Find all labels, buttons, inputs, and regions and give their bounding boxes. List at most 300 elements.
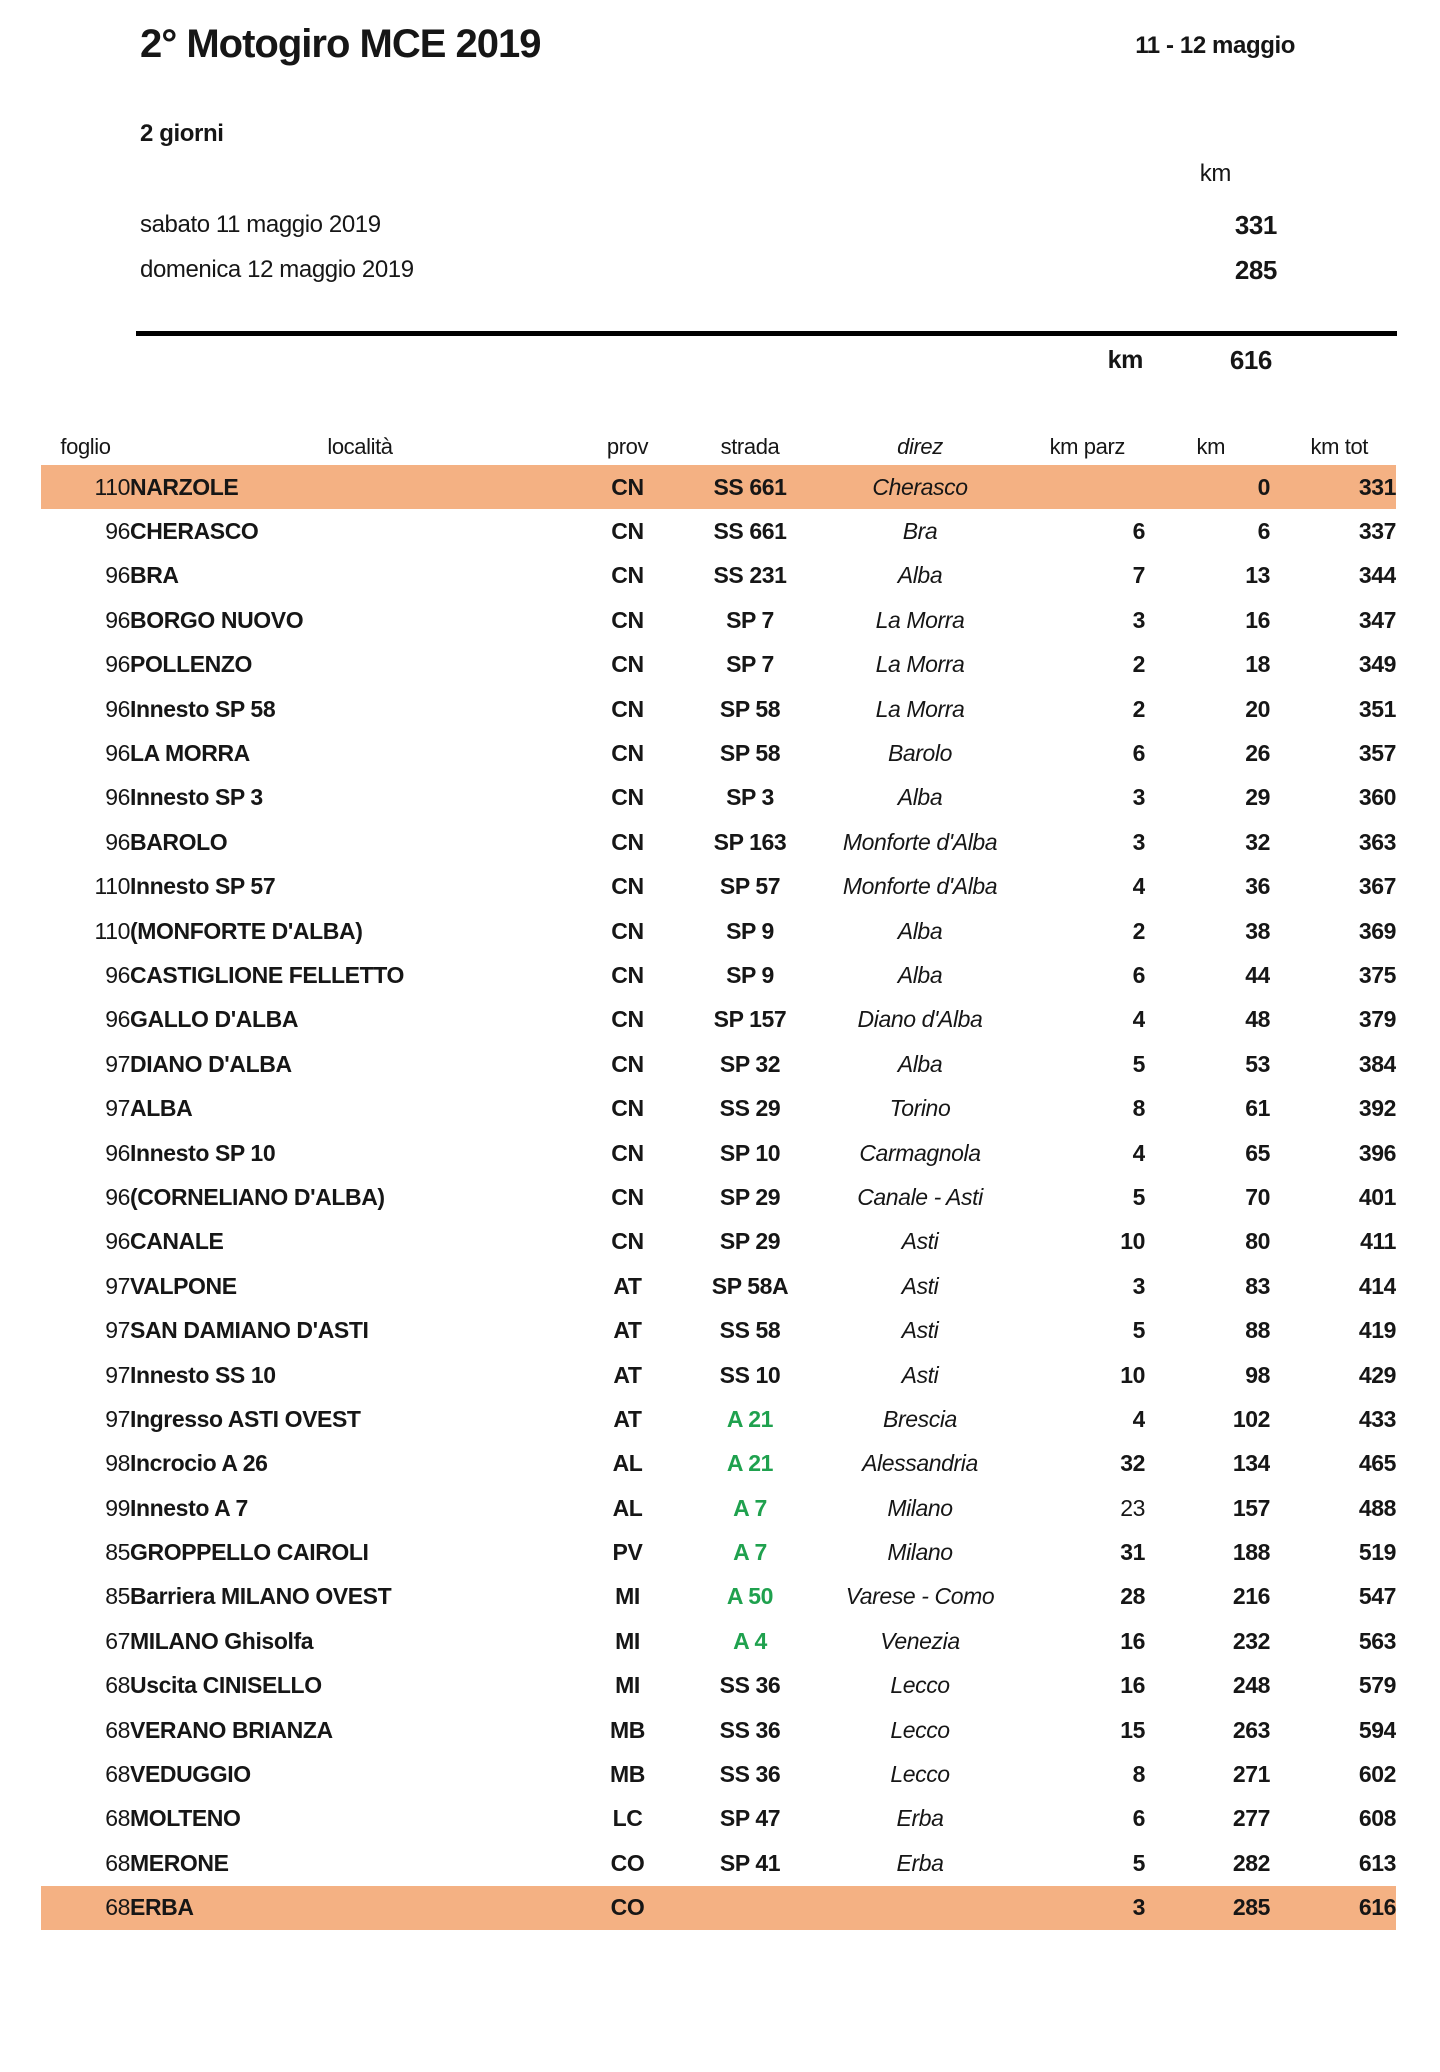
cell-localita: VALPONE: [130, 1272, 237, 1299]
table-row: [41, 687, 1396, 731]
table-row: [41, 1086, 1396, 1130]
table-row: [41, 1708, 1396, 1752]
cell-strada: SS 29: [719, 1095, 781, 1122]
cell-localita: Innesto A 7: [130, 1494, 248, 1521]
cell-strada: SP 58A: [711, 1272, 789, 1299]
table-row: [41, 1397, 1396, 1441]
cell-strada: A 4: [733, 1627, 767, 1654]
cell-km: 36: [1245, 873, 1270, 900]
cell-km-parz: 6: [1132, 740, 1145, 767]
cell-foglio: 97: [105, 1361, 130, 1388]
cell-foglio: 96: [105, 961, 130, 988]
cell-km: 32: [1245, 828, 1270, 855]
cell-km-parz: 8: [1132, 1095, 1145, 1122]
cell-km-tot: 563: [1358, 1627, 1396, 1654]
cell-km: 6: [1257, 518, 1270, 545]
cell-km: 216: [1232, 1583, 1270, 1610]
cell-foglio: 96: [105, 1139, 130, 1166]
day-label: domenica 12 maggio 2019: [140, 256, 414, 283]
cell-strada: SP 157: [713, 1006, 787, 1033]
cell-localita: Innesto SP 10: [130, 1139, 276, 1166]
cell-strada: [665, 1886, 835, 1930]
cell-prov: MB: [610, 1761, 645, 1788]
cell-km-parz: 3: [1132, 606, 1145, 633]
cell-strada: A 21: [726, 1405, 774, 1432]
cell-foglio: 97: [105, 1050, 130, 1077]
cell-direz: Alba: [897, 917, 943, 944]
cell-strada: A 7: [733, 1494, 767, 1521]
cell-strada: SS 661: [713, 518, 787, 545]
cell-prov: MI: [615, 1583, 640, 1610]
page-title: 2° Motogiro MCE 2019: [140, 22, 541, 66]
table-row: [41, 1131, 1396, 1175]
cell-km-tot: 384: [1358, 1050, 1396, 1077]
cell-prov: AT: [613, 1405, 642, 1432]
cell-prov: CN: [611, 1095, 644, 1122]
cell-prov: CO: [610, 1849, 645, 1876]
cell-direz: Canale - Asti: [857, 1183, 983, 1210]
cell-km-tot: 433: [1358, 1405, 1396, 1432]
cell-direz: Alba: [897, 784, 943, 811]
cell-strada: SP 10: [719, 1139, 781, 1166]
cell-km-parz: 10: [1120, 1228, 1145, 1255]
cell-localita: Ingresso ASTI OVEST: [130, 1405, 361, 1432]
cell-km-parz: 2: [1132, 651, 1145, 678]
cell-km-tot: 351: [1358, 695, 1396, 722]
cell-strada: SP 7: [726, 606, 774, 633]
cell-km-parz: 16: [1120, 1627, 1145, 1654]
event-date-range: 11 - 12 maggio: [1135, 32, 1295, 59]
cell-km-parz: 3: [1132, 1272, 1145, 1299]
cell-km-tot: 369: [1358, 917, 1396, 944]
cell-direz: Monforte d'Alba: [842, 828, 998, 855]
cell-km-parz: 4: [1132, 1405, 1145, 1432]
cell-km-tot: 337: [1358, 518, 1396, 545]
cell-localita: Innesto SP 3: [130, 784, 263, 811]
cell-km: 18: [1245, 651, 1270, 678]
cell-km: 0: [1145, 465, 1270, 509]
cell-km-parz: 7: [1132, 562, 1145, 589]
cell-localita: BORGO NUOVO: [130, 606, 304, 633]
cell-foglio: 99: [105, 1494, 130, 1521]
cell-prov: CN: [611, 1139, 644, 1166]
cell-km: 277: [1232, 1805, 1270, 1832]
cell-strada: SS 231: [713, 562, 787, 589]
day-km-value: 285: [1234, 255, 1277, 285]
cell-prov: AL: [612, 1450, 643, 1477]
table-body: [41, 465, 1396, 1930]
cell-strada: SP 58: [719, 695, 781, 722]
cell-prov: CN: [611, 961, 644, 988]
cell-foglio: 97: [105, 1405, 130, 1432]
cell-prov: AL: [612, 1494, 643, 1521]
cell-foglio: 96: [105, 651, 130, 678]
cell-strada: A 7: [733, 1539, 767, 1566]
table-row: [41, 1175, 1396, 1219]
cell-localita: Innesto SS 10: [130, 1361, 276, 1388]
cell-prov: CN: [611, 606, 644, 633]
column-header-km: km: [1196, 433, 1225, 459]
cell-localita: CHERASCO: [130, 518, 259, 545]
cell-km-tot: 465: [1358, 1450, 1396, 1477]
table-row: [41, 1886, 1396, 1930]
day-summary-row: [140, 255, 1277, 285]
cell-direz: Erba: [896, 1849, 944, 1876]
cell-km-tot: 429: [1358, 1361, 1396, 1388]
total-km-value: 616: [1229, 345, 1272, 375]
cell-direz: La Morra: [875, 606, 965, 633]
cell-km-tot: 347: [1358, 606, 1396, 633]
cell-foglio: 68: [41, 1886, 130, 1930]
table-row: [41, 465, 1396, 509]
table-row: [41, 1664, 1396, 1708]
table-row: [41, 1486, 1396, 1530]
cell-km-tot: 396: [1358, 1139, 1396, 1166]
cell-prov: CN: [611, 740, 644, 767]
column-header-prov: prov: [606, 433, 649, 459]
cell-km: 44: [1245, 961, 1270, 988]
cell-direz: Torino: [889, 1095, 951, 1122]
cell-km-tot: 360: [1358, 784, 1396, 811]
cell-foglio: 98: [105, 1450, 130, 1477]
cell-km-tot: 613: [1358, 1849, 1396, 1876]
cell-km-tot: 344: [1358, 562, 1396, 589]
cell-km-parz: 6: [1132, 961, 1145, 988]
table-row: [41, 598, 1396, 642]
table-row: [41, 1797, 1396, 1841]
cell-localita: NARZOLE: [130, 465, 590, 509]
cell-km: 61: [1245, 1095, 1270, 1122]
table-row: [41, 1308, 1396, 1352]
cell-km: 53: [1245, 1050, 1270, 1077]
table-row: [41, 1264, 1396, 1308]
cell-prov: CN: [611, 695, 644, 722]
cell-prov: MI: [615, 1627, 640, 1654]
cell-foglio: 96: [105, 828, 130, 855]
cell-direz: Milano: [887, 1539, 953, 1566]
cell-foglio: 68: [105, 1672, 130, 1699]
table-row: [41, 953, 1396, 997]
day-km-value: 331: [1234, 210, 1277, 240]
cell-km-tot: 392: [1358, 1095, 1396, 1122]
cell-km-tot: 411: [1360, 1228, 1396, 1255]
cell-strada: SP 47: [719, 1805, 781, 1832]
cell-km: 88: [1245, 1317, 1270, 1344]
cell-km-tot: 519: [1358, 1539, 1396, 1566]
table-row: [41, 1575, 1396, 1619]
cell-prov: CO: [590, 1886, 665, 1930]
divider-line: [136, 331, 1397, 336]
cell-prov: MB: [610, 1716, 645, 1743]
cell-km: 16: [1245, 606, 1270, 633]
header-row: [41, 428, 1396, 465]
cell-prov: CN: [611, 1228, 644, 1255]
cell-km-parz: 31: [1120, 1539, 1145, 1566]
cell-foglio: 110: [41, 465, 130, 509]
cell-direz: La Morra: [875, 651, 965, 678]
cell-prov: CN: [611, 784, 644, 811]
table-row: [41, 1619, 1396, 1663]
table-row: [41, 865, 1396, 909]
cell-strada: SP 29: [719, 1228, 781, 1255]
cell-direz: Monforte d'Alba: [842, 873, 998, 900]
cell-prov: CN: [611, 917, 644, 944]
cell-km: 285: [1145, 1886, 1270, 1930]
cell-prov: AT: [613, 1317, 642, 1344]
cell-km: 83: [1245, 1272, 1270, 1299]
cell-strada: SP 41: [719, 1849, 781, 1876]
cell-localita: SAN DAMIANO D'ASTI: [130, 1317, 369, 1344]
cell-km-tot: 547: [1358, 1583, 1396, 1610]
table-row: [41, 776, 1396, 820]
cell-foglio: 110: [94, 873, 130, 900]
total-km-label: km: [1107, 346, 1143, 374]
cell-localita: ERBA: [130, 1886, 590, 1930]
cell-direz: Asti: [901, 1361, 939, 1388]
cell-strada: A 21: [726, 1450, 774, 1477]
table-row: [41, 509, 1396, 553]
cell-km-tot: 602: [1358, 1761, 1396, 1788]
cell-foglio: 85: [105, 1583, 130, 1610]
cell-km-parz: 3: [1132, 828, 1145, 855]
cell-foglio: 96: [105, 1006, 130, 1033]
cell-foglio: 96: [105, 518, 130, 545]
cell-foglio: 97: [105, 1095, 130, 1122]
cell-strada: SP 7: [726, 651, 774, 678]
cell-km-parz: 2: [1132, 917, 1145, 944]
cell-km: 271: [1232, 1761, 1270, 1788]
cell-km-tot: 594: [1358, 1716, 1396, 1743]
cell-direz: Cherasco: [835, 465, 1005, 509]
table-row: [41, 1841, 1396, 1885]
cell-foglio: 96: [105, 606, 130, 633]
cell-direz: [835, 1886, 1005, 1930]
cell-prov: CN: [611, 651, 644, 678]
cell-km-tot: 608: [1358, 1805, 1396, 1832]
cell-localita: MILANO Ghisolfa: [130, 1627, 314, 1654]
cell-km-parz: 8: [1132, 1761, 1145, 1788]
cell-km-tot: 401: [1358, 1183, 1396, 1210]
cell-direz: Diano d'Alba: [857, 1006, 983, 1033]
cell-foglio: 68: [105, 1716, 130, 1743]
cell-strada: SP 163: [713, 828, 787, 855]
cell-km: 248: [1232, 1672, 1270, 1699]
cell-strada: SP 3: [726, 784, 774, 811]
table-row: [41, 731, 1396, 775]
cell-km-tot: 414: [1358, 1272, 1396, 1299]
cell-direz: Erba: [896, 1805, 944, 1832]
column-header-foglio: foglio: [60, 433, 111, 459]
cell-localita: Uscita CINISELLO: [130, 1672, 322, 1699]
cell-km-parz: 5: [1132, 1183, 1145, 1210]
cell-strada: SP 29: [719, 1183, 781, 1210]
cell-direz: Alba: [897, 562, 943, 589]
cell-prov: CN: [611, 562, 644, 589]
cell-foglio: 68: [105, 1849, 130, 1876]
cell-km-parz: 10: [1120, 1361, 1145, 1388]
cell-prov: AT: [613, 1361, 642, 1388]
cell-km-parz: 28: [1120, 1583, 1145, 1610]
cell-foglio: 96: [105, 695, 130, 722]
cell-km-parz: 4: [1132, 1006, 1145, 1033]
cell-prov: CN: [611, 518, 644, 545]
cell-localita: (CORNELIANO D'ALBA): [130, 1183, 385, 1210]
cell-direz: Lecco: [890, 1761, 950, 1788]
cell-direz: Asti: [901, 1317, 939, 1344]
cell-km-parz: 4: [1132, 873, 1145, 900]
cell-direz: Asti: [901, 1228, 939, 1255]
table-row: [41, 1752, 1396, 1796]
cell-km-parz: 23: [1120, 1494, 1145, 1521]
cell-localita: (MONFORTE D'ALBA): [130, 917, 363, 944]
cell-direz: Asti: [901, 1272, 939, 1299]
cell-strada: SS 58: [719, 1317, 781, 1344]
cell-km: 13: [1245, 562, 1270, 589]
cell-km: 188: [1232, 1539, 1270, 1566]
cell-prov: CN: [611, 1006, 644, 1033]
cell-km-tot: 488: [1358, 1494, 1396, 1521]
cell-localita: DIANO D'ALBA: [130, 1050, 292, 1077]
cell-localita: Innesto SP 58: [130, 695, 276, 722]
table-row: [41, 1220, 1396, 1264]
cell-localita: MOLTENO: [130, 1805, 241, 1832]
cell-km-tot: 363: [1358, 828, 1396, 855]
cell-km-parz: 5: [1132, 1317, 1145, 1344]
cell-km: 80: [1245, 1228, 1270, 1255]
cell-direz: Lecco: [890, 1672, 950, 1699]
cell-km-parz: 4: [1132, 1139, 1145, 1166]
column-header-km-tot: km tot: [1310, 433, 1368, 459]
cell-prov: CN: [611, 828, 644, 855]
cell-strada: SS 36: [719, 1716, 781, 1743]
km-column-label: km: [1199, 160, 1231, 187]
cell-prov: CN: [611, 873, 644, 900]
cell-localita: BAROLO: [130, 828, 228, 855]
table-header: [41, 428, 1396, 465]
cell-strada: SP 32: [719, 1050, 781, 1077]
table-row: [41, 1530, 1396, 1574]
cell-direz: La Morra: [875, 695, 965, 722]
cell-km-parz: 15: [1120, 1716, 1145, 1743]
cell-km-tot: 616: [1270, 1886, 1396, 1930]
cell-strada: A 50: [726, 1583, 774, 1610]
cell-prov: CN: [611, 1183, 644, 1210]
cell-km-tot: 331: [1270, 465, 1396, 509]
cell-km-tot: 419: [1358, 1317, 1396, 1344]
cell-direz: Alessandria: [862, 1450, 978, 1477]
cell-km-parz: 32: [1120, 1450, 1145, 1477]
cell-direz: Carmagnola: [859, 1139, 981, 1166]
cell-direz: Brescia: [883, 1405, 957, 1432]
cell-strada: SP 9: [726, 961, 774, 988]
cell-localita: LA MORRA: [130, 740, 250, 767]
cell-direz: Bra: [902, 518, 938, 545]
cell-km-parz: 5: [1132, 1050, 1145, 1077]
cell-strada: SP 58: [719, 740, 781, 767]
cell-localita: VERANO BRIANZA: [130, 1716, 333, 1743]
cell-localita: CASTIGLIONE FELLETTO: [130, 961, 404, 988]
cell-direz: Barolo: [887, 740, 953, 767]
cell-foglio: 67: [105, 1627, 130, 1654]
cell-prov: LC: [612, 1805, 643, 1832]
cell-km: 65: [1245, 1139, 1270, 1166]
cell-localita: Incrocio A 26: [130, 1450, 268, 1477]
cell-km-parz: 6: [1132, 1805, 1145, 1832]
cell-strada: SP 9: [726, 917, 774, 944]
cell-localita: MERONE: [130, 1849, 229, 1876]
cell-prov: AT: [613, 1272, 642, 1299]
table-row: [41, 643, 1396, 687]
cell-km-tot: 367: [1358, 873, 1396, 900]
cell-km: 134: [1232, 1450, 1270, 1477]
cell-direz: Alba: [897, 1050, 943, 1077]
cell-km-parz: 2: [1132, 695, 1145, 722]
cell-direz: Alba: [897, 961, 943, 988]
cell-foglio: 96: [105, 784, 130, 811]
column-header-km-parz: km parz: [1049, 433, 1125, 459]
cell-km: 232: [1232, 1627, 1270, 1654]
cell-km: 70: [1245, 1183, 1270, 1210]
cell-km-parz: 6: [1132, 518, 1145, 545]
cell-strada: SS 36: [719, 1672, 781, 1699]
cell-km: 98: [1245, 1361, 1270, 1388]
cell-prov: CN: [590, 465, 665, 509]
day-label: sabato 11 maggio 2019: [140, 211, 381, 238]
cell-strada: SS 10: [719, 1361, 781, 1388]
cell-km: 263: [1232, 1716, 1270, 1743]
cell-localita: ALBA: [130, 1095, 193, 1122]
cell-direz: Venezia: [880, 1627, 960, 1654]
cell-foglio: 96: [105, 1183, 130, 1210]
cell-localita: Barriera MILANO OVEST: [130, 1583, 392, 1610]
cell-km-tot: 349: [1358, 651, 1396, 678]
cell-foglio: 96: [105, 562, 130, 589]
cell-direz: Varese - Como: [845, 1583, 995, 1610]
cell-km: 29: [1245, 784, 1270, 811]
day-summary-row: [140, 210, 1277, 240]
cell-foglio: 85: [105, 1539, 130, 1566]
cell-foglio: 110: [94, 917, 130, 944]
cell-localita: BRA: [130, 562, 179, 589]
cell-prov: CN: [611, 1050, 644, 1077]
cell-foglio: 68: [105, 1761, 130, 1788]
cell-km: 282: [1232, 1849, 1270, 1876]
cell-km-tot: 357: [1358, 740, 1396, 767]
cell-localita: CANALE: [130, 1228, 224, 1255]
cell-km-parz: [1005, 465, 1145, 509]
cell-foglio: 68: [105, 1805, 130, 1832]
cell-foglio: 97: [105, 1317, 130, 1344]
cell-foglio: 97: [105, 1272, 130, 1299]
column-header-località: località: [327, 433, 393, 459]
column-header-strada: strada: [720, 433, 780, 459]
cell-prov: PV: [612, 1539, 643, 1566]
cell-km: 157: [1232, 1494, 1270, 1521]
cell-km-parz: 3: [1132, 784, 1145, 811]
table-row: [41, 554, 1396, 598]
cell-km: 102: [1232, 1405, 1270, 1432]
cell-direz: Milano: [887, 1494, 953, 1521]
cell-km: 38: [1245, 917, 1270, 944]
cell-localita: GROPPELLO CAIROLI: [130, 1539, 369, 1566]
cell-strada: SS 661: [665, 465, 835, 509]
cell-km-tot: 375: [1358, 961, 1396, 988]
cell-direz: Lecco: [890, 1716, 950, 1743]
table-row: [41, 820, 1396, 864]
table-row: [41, 1442, 1396, 1486]
cell-km: 20: [1245, 695, 1270, 722]
cell-km-parz: 16: [1120, 1672, 1145, 1699]
